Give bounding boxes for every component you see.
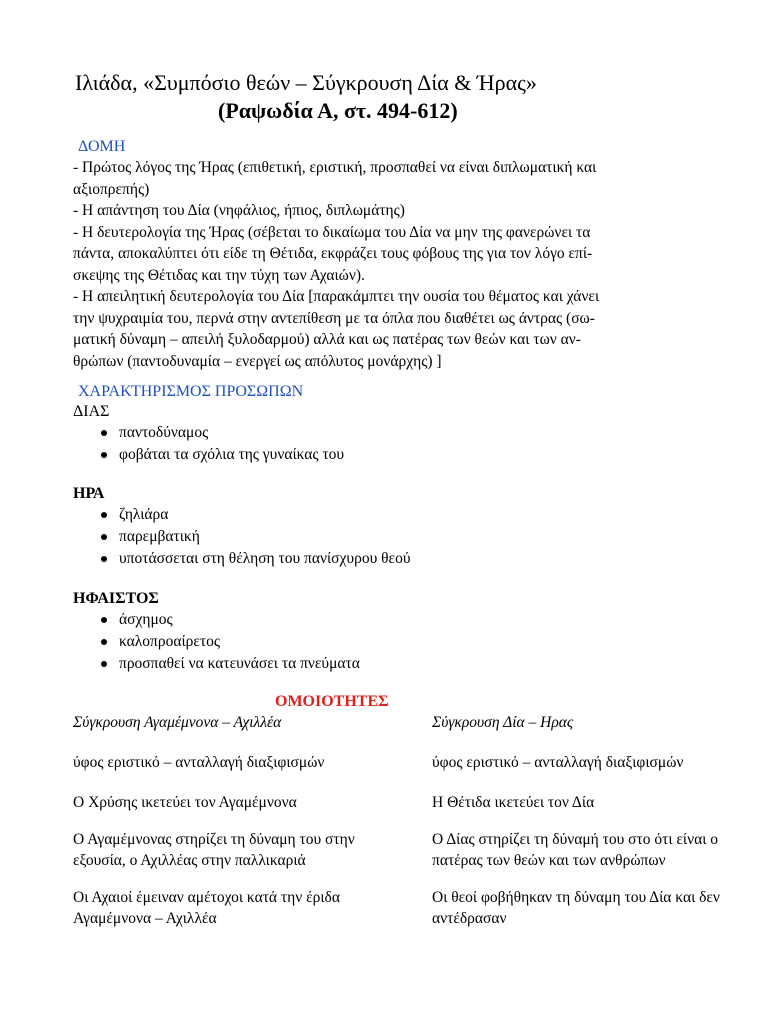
cell-line: εξουσία, ο Αχιλλέας στην παλλικαριά: [73, 852, 306, 869]
trait-item: άσχημος: [73, 609, 360, 631]
trait-item: καλοπροαίρετος: [73, 631, 360, 653]
cell-line: αντέδρασαν: [432, 910, 507, 927]
right-column-title: Σύγκρουση Δία – Ηρας: [432, 714, 574, 731]
cell-line: Ο Αγαμέμνονας στηρίζει τη δύναμη του στην: [73, 831, 355, 848]
trait-item: παντοδύναμος: [73, 422, 344, 444]
right-cell: [432, 829, 768, 871]
dias-heading: ΔΙΑΣ: [73, 403, 110, 420]
right-cell: [432, 887, 768, 929]
structure-line: - Η απάντηση του Δία (νηφάλιος, ήπιος, διπλωμάτης): [73, 202, 405, 219]
document-title: Ιλιάδα, «Συμπόσιο θεών – Σύγκρουση Δία & Ήρας»: [75, 70, 537, 95]
left-cell: [73, 887, 413, 929]
structure-line: πάντα, αποκαλύπτει ότι είδε τη Θέτιδα, εκφράζει τους φόβους της για τον λόγο επί-: [73, 245, 593, 262]
hera-traits: [73, 504, 411, 570]
cell-line: Η Θέτιδα ικετεύει τον Δία: [432, 794, 595, 811]
trait-item: φοβάται τα σχόλια της γυναίκας του: [73, 444, 344, 466]
cell-line: ύφος εριστικό – ανταλλαγή διαξιφισμών: [73, 754, 325, 771]
cell-line: Οι θεοί φοβήθηκαν τη δύναμη του Δία και δεν: [432, 889, 720, 906]
dias-traits: [73, 422, 344, 466]
trait-item: υποτάσσεται στη θέληση του πανίσχυρου θεού: [73, 548, 411, 570]
cell-line: Ο Χρύσης ικετεύει τον Αγαμέμνονα: [73, 794, 297, 811]
structure-line: - Η δευτερολογία της Ήρας (σέβεται το δικαίωμα του Δία να μην της φανερώνει τα: [73, 223, 591, 241]
left-cell: [73, 792, 413, 813]
structure-line: αξιοπρεπής): [73, 180, 150, 198]
trait-item: ζηλιάρα: [73, 504, 411, 526]
left-cell: [73, 752, 413, 773]
hephaestus-traits: [73, 609, 360, 675]
hera-heading: ΗΡΑ: [73, 485, 105, 502]
cell-line: Ο Δίας στηρίζει τη δύναμή του στο ότι είναι ο: [432, 831, 719, 848]
cell-line: ύφος εριστικό – ανταλλαγή διαξιφισμών: [432, 754, 684, 771]
structure-line: την ψυχραιμία του, περνά στην αντεπίθεση με τα όπλα που διαθέτει ως άντρας (σω-: [73, 309, 595, 327]
trait-item: προσπαθεί να κατευνάσει τα πνεύματα: [73, 653, 360, 675]
structure-line: θρώπων (παντοδυναμία – ενεργεί ως απόλυτος μονάρχης) ]: [73, 352, 442, 370]
right-cell: [432, 752, 768, 773]
left-cell: [73, 829, 413, 871]
document-subtitle: (Ραψωδία Α, στ. 494-612): [218, 98, 458, 123]
trait-item: παρεμβατική: [73, 526, 411, 548]
structure-text: [73, 157, 713, 372]
cell-line: πατέρας των θεών και των ανθρώπων: [432, 852, 666, 869]
right-cell: [432, 792, 768, 813]
hephaestus-heading: ΗΦΑΙΣΤΟΣ: [73, 590, 159, 607]
structure-line: σκεψης της Θέτιδας και την τύχη των Αχαιών).: [73, 266, 365, 284]
similarities-heading: ΟΜΟΙΟΤΗΤΕΣ: [275, 693, 389, 710]
cell-line: Αγαμέμνονα – Αχιλλέα: [73, 910, 217, 927]
structure-line: - Πρώτος λόγος της Ήρας (επιθετική, εριστική, προσπαθεί να είναι διπλωματική και: [73, 159, 597, 176]
structure-line: - Η απειλητική δευτερολογία του Δία [παρακάμπτει την ουσία του θέματος και χάνει: [73, 288, 600, 305]
structure-heading: ΔΟΜΗ: [78, 138, 126, 155]
characters-heading: ΧΑΡΑΚΤΗΡΙΣΜΟΣ ΠΡΟΣΩΠΩΝ: [78, 383, 304, 400]
structure-line: ματική δύναμη – απειλή ξυλοδαρμού) αλλά και ως πατέρας των θεών και των αν-: [73, 331, 581, 348]
cell-line: Οι Αχαιοί έμειναν αμέτοχοι κατά την έριδα: [73, 889, 340, 906]
left-column-title: Σύγκρουση Αγαμέμνονα – Αχιλλέα: [73, 714, 282, 731]
